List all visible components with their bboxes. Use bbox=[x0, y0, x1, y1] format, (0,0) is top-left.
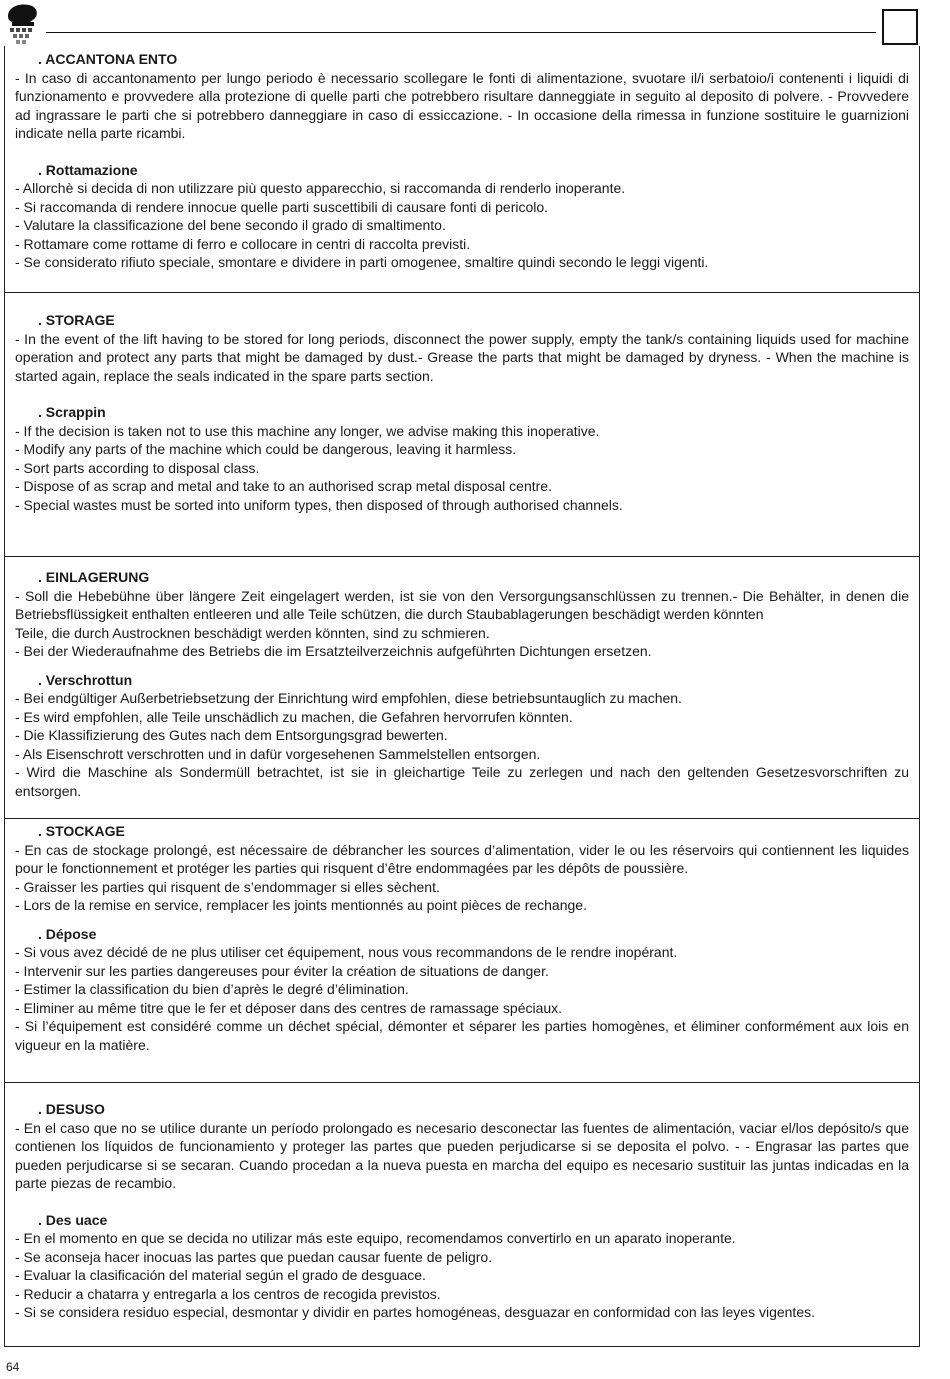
list-item: - Als Eisenschrott verschrotten und in dafür vorgesehenen Sammelstellen entsorgen. bbox=[15, 745, 541, 762]
section-paragraph-line: - Graisser les parties qui risquent de s’endommager si elles sèchent. bbox=[15, 878, 440, 895]
brand-logo-icon bbox=[4, 2, 42, 50]
section-title: . STOCKAGE bbox=[38, 823, 125, 839]
section-paragraph-line: - Lors de la remise en service, remplacer les joints mentionnés au point pièces de rechange. bbox=[15, 897, 587, 913]
list-item: - Allorchè si decida di non utilizzare più questo apparecchio, si raccomanda di renderlo inoperante. bbox=[15, 180, 626, 196]
subsection-title: . Des uace bbox=[38, 1211, 108, 1228]
section-paragraph: - In caso di accantonamento per lungo periodo è necessario scollegare le fonti di alimentazione, svuotare il/i serbatoio/i contenenti i liquidi di funzionamento e provvedere alla protezione di quelle parti che potrebbero risultare danneggiate in seguito al deposito di polvere. - Provvedere ad ingrassare le parti che si potrebbero danneggiare in caso di essiccazione. - In occasione della rimessa in funzione sostituire le guarnizioni indicate nella parte ricambi. bbox=[15, 69, 909, 141]
section-divider bbox=[5, 1082, 919, 1083]
section-divider bbox=[5, 556, 919, 557]
list-item: - Sort parts according to disposal class. bbox=[15, 459, 260, 476]
section-italian bbox=[5, 50, 919, 272]
section-paragraph-line: Teile, die durch Austrocknen beschädigt werden könnten, sind zu schmieren. bbox=[15, 624, 490, 641]
list-item: - Eliminer au même titre que le fer et déposer dans des centres de ramassage spéciaux. bbox=[15, 999, 563, 1016]
list-item: - En el momento en que se decida no utilizar más este equipo, recomendamos convertirlo en un aparato inoperante. bbox=[15, 1230, 736, 1246]
section-title: . DESUSO bbox=[38, 1101, 105, 1117]
list-item: - Se aconseja hacer inocuas las partes que puedan causar fuente de peligro. bbox=[15, 1248, 493, 1265]
list-item: - If the decision is taken not to use this machine any longer, we advise making this inoperative. bbox=[15, 422, 600, 439]
section-divider bbox=[5, 818, 919, 819]
subsection-title: . Rottamazione bbox=[38, 161, 138, 178]
section-title: . ACCANTONA ENTO bbox=[38, 51, 178, 67]
section-paragraph-line: - Bei der Wiederaufnahme des Betriebs die im Ersatzteilverzeichnis aufgeführten Dichtungen ersetzen. bbox=[15, 643, 652, 659]
section-divider bbox=[5, 292, 919, 293]
list-item: - Estimer la classification du bien d’après le degré d’élimination. bbox=[15, 981, 409, 997]
list-item: - Si vous avez décidé de ne plus utiliser cet équipement, nous vous recommandons de le rendre inopérant. bbox=[15, 944, 678, 960]
section-english bbox=[5, 311, 919, 514]
list-item: - Rottamare come rottame di ferro e collocare in centri di raccolta previsti. bbox=[15, 235, 471, 252]
list-item: - Valutare la classificazione del bene secondo il grado di smaltimento. bbox=[15, 217, 446, 233]
list-item: - Si se considera residuo especial, desmontar y dividir en partes homogéneas, desguazar en conformidad con las leyes vigentes. bbox=[15, 1304, 815, 1320]
list-item: - Intervenir sur les parties dangereuses pour éviter la création de situations de danger. bbox=[15, 962, 549, 979]
section-german bbox=[5, 568, 919, 800]
section-paragraph: - En cas de stockage prolongé, est nécessaire de débrancher les sources d’alimentation, vider le ou les réservoirs qui contiennent les liquides pour le fonctionnement et protéger les parties qui risquent d’être endommagées par les dépôts de poussière. bbox=[15, 841, 909, 876]
list-item: - Se considerato rifiuto speciale, smontare e dividere in parti omogenee, smaltire quindi secondo le leggi vigenti. bbox=[15, 254, 709, 270]
list-item: - Si l’équipement est considéré comme un déchet spécial, démonter et séparer les parties homogènes, et éliminer conformément aux lois en vigueur en la matière. bbox=[15, 1018, 909, 1053]
list-item: - Si raccomanda di rendere innocue quelle parti suscettibili di causare fonti di pericolo. bbox=[15, 198, 549, 215]
list-item: - Reducir a chatarra y entregarla a los centros de recogida previstos. bbox=[15, 1285, 441, 1302]
header-rule bbox=[46, 32, 876, 33]
subsection-title: . Dépose bbox=[38, 925, 97, 942]
section-spanish bbox=[5, 1100, 919, 1322]
list-item: - Evaluar la clasificación del material según el grado de desguace. bbox=[15, 1267, 426, 1283]
list-item: - Dispose of as scrap and metal and take to an authorised scrap metal disposal centre. bbox=[15, 478, 552, 494]
section-paragraph: - In the event of the lift having to be stored for long periods, disconnect the power supply, empty the tank/s containing liquids used for machine operation and protect any parts that might be damaged by dust.- Grease the parts that might be damaged by dryness. - When the machine is started again, replace the seals indicated in the spare parts section. bbox=[15, 330, 909, 384]
list-item: - Bei endgültiger Außerbetriebsetzung der Einrichtung wird empfohlen, diese betriebsuntauglich zu machen. bbox=[15, 690, 682, 706]
list-item: - Die Klassifizierung des Gutes nach dem Entsorgungsgrad bewerten. bbox=[15, 727, 448, 743]
list-item: - Es wird empfohlen, alle Teile unschädlich zu machen, die Gefahren hervorrufen könnten. bbox=[15, 708, 573, 725]
section-french bbox=[5, 822, 919, 1054]
subsection-title: . Verschrottun bbox=[38, 671, 133, 688]
page-number: 64 bbox=[6, 1360, 20, 1374]
section-title: . STORAGE bbox=[38, 312, 115, 328]
list-item: - Special wastes must be sorted into uniform types, then disposed of through authorised channels. bbox=[15, 496, 623, 513]
subsection-title: . Scrappin bbox=[38, 404, 106, 420]
header-box bbox=[882, 9, 918, 45]
section-paragraph: - Soll die Hebebühne über längere Zeit eingelagert werden, ist sie von den Versorgungsanschlüssen zu trennen.- Die Behälter, in denen die Betriebsflüssigkeit enthalten entleeren und alle Teile schützen, die durch Staubablagerungen beschädigt werden könnten bbox=[15, 587, 909, 622]
section-title: . EINLAGERUNG bbox=[38, 569, 150, 585]
section-paragraph: - En el caso que no se utilice durante un período prolongado es necesario desconectar las fuentes de alimentación, vaciar el/los depósito/s que contienen los líquidos de funcionamiento y proteger las partes que pueden perjudicarse si se deposita el polvo. - - Engrasar las partes que pueden perjudicarse si se secaran. Cuando procedan a la nueva puesta en marcha del equipo es necesario sustituir las juntas indicadas en la parte piezas de recambio. bbox=[15, 1119, 909, 1191]
list-item: - Wird die Maschine als Sondermüll betrachtet, ist sie in gleichartige Teile zu zerlegen und nach den geltenden Gesetzesvorschriften zu entsorgen. bbox=[15, 764, 909, 799]
list-item: - Modify any parts of the machine which could be dangerous, leaving it harmless. bbox=[15, 441, 517, 457]
